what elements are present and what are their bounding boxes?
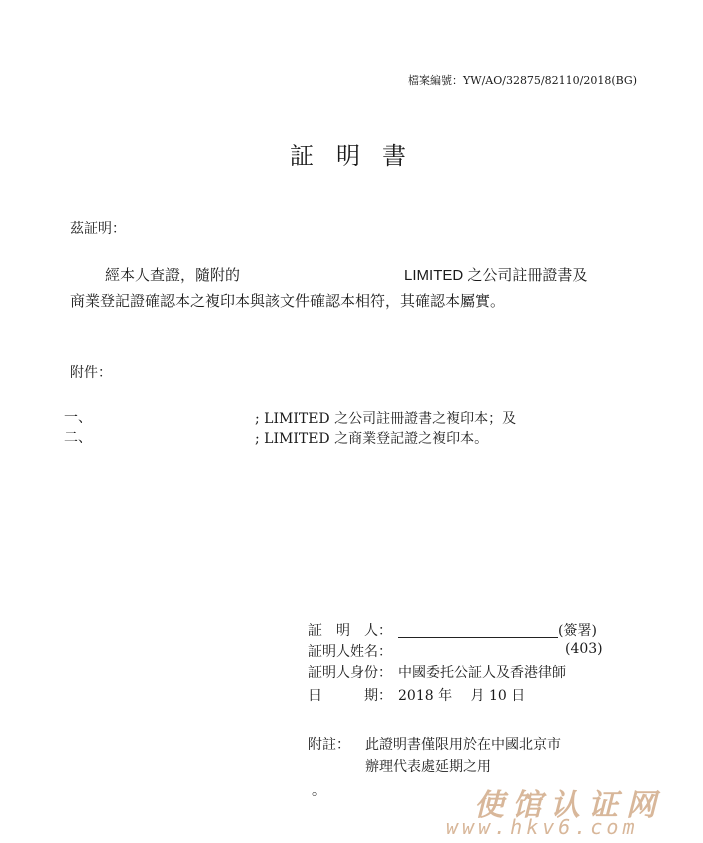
paragraph-line-1 [105,264,587,285]
intro-text: 茲証明： [70,221,126,237]
date-value: 2018 年 月 10 日 [398,688,526,704]
signer-note: (簽署) [558,623,597,639]
identity-value: 中國委托公証人及香港律師 [398,665,566,681]
attachment-2-text: ; LIMITED 之商業登記證之複印本。 [255,431,489,447]
signature-line [398,623,558,638]
note-mark: 。 [312,783,326,799]
note-label: 附註： [308,737,350,753]
identity-label: 証明人身份： [308,665,392,681]
name-value: (403) [565,641,603,657]
paragraph-line-1-start: 經本人查證，隨附的 [105,266,241,284]
file-number: 檔案編號：YW/AO/32875/82110/2018(BG) [408,74,637,87]
watermark-url: www.hkv6.com [446,815,639,839]
note-line-2: 辦理代表處延期之用 [365,759,491,775]
paragraph-line-1-end: LIMITED 之公司註冊證書及 [404,267,588,284]
page-title: 証明書 [290,142,428,170]
attachment-1-text: ; LIMITED 之公司註冊證書之複印本；及 [255,411,517,427]
name-label: 証明人姓名： [308,644,392,660]
paragraph-line-2: 商業登記證確認本之複印本與該文件確認本相符，其確認本屬實。 [70,292,506,310]
signer-value [398,620,597,640]
attachment-2-mark: 二、 [64,430,92,446]
note-line-1: 此證明書僅限用於在中國北京市 [365,737,561,753]
attachments-heading: 附件： [70,365,112,381]
date-label: 日 期： [308,688,392,704]
attachment-1-mark: 一、 [64,410,92,426]
watermark-title: 使馆认证网 [474,788,664,823]
signer-label: 証 明 人： [308,623,392,639]
